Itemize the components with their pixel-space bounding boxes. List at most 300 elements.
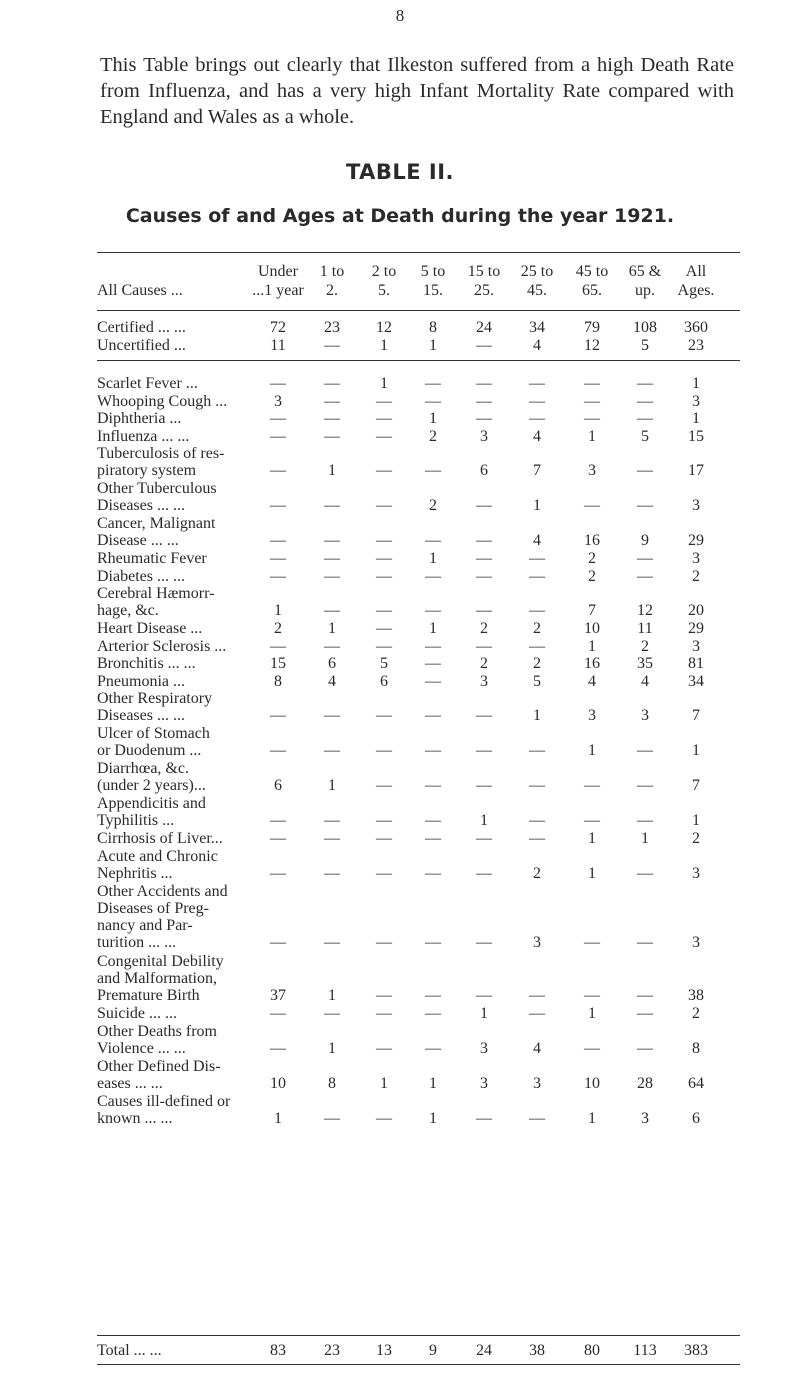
row-value: —	[376, 986, 392, 1004]
header-col-bottom: 2.	[326, 282, 338, 299]
row-value: —	[376, 620, 392, 637]
row-label: Rheumatic Fever	[97, 550, 207, 567]
header-col-bottom: up.	[635, 282, 655, 299]
row-value: 2	[480, 655, 488, 672]
row-value: 34	[688, 672, 704, 690]
row-value: —	[476, 986, 492, 1004]
row-value: 1	[692, 410, 700, 427]
row-value: —	[324, 410, 340, 427]
row-value: —	[270, 427, 286, 445]
row-value: —	[476, 602, 492, 619]
row-value: —	[324, 602, 340, 619]
row-value: —	[425, 864, 441, 882]
header-col-top: 15 to	[467, 263, 501, 280]
row-value: —	[637, 777, 653, 794]
row-value: —	[637, 392, 653, 410]
row-value: —	[324, 707, 340, 724]
table-row	[0, 953, 800, 1004]
row-value: 15	[688, 427, 704, 445]
row-value: 6	[692, 1109, 700, 1127]
row-value: —	[584, 933, 600, 951]
row-value: 1	[274, 1109, 282, 1127]
row-value: —	[270, 742, 286, 759]
row-value: —	[270, 497, 286, 514]
row-value: —	[425, 392, 441, 410]
header-col-bottom: 45.	[527, 282, 547, 299]
row-value: —	[324, 497, 340, 514]
row-value: —	[637, 742, 653, 759]
row-value: 1	[692, 742, 700, 759]
row-value: —	[476, 497, 492, 514]
row-value: 1	[480, 1005, 488, 1022]
table-row	[0, 725, 800, 759]
table-row	[0, 760, 800, 794]
row-value: 23	[324, 1342, 340, 1359]
row-value: —	[425, 1005, 441, 1022]
row-value: 1	[380, 337, 388, 354]
summary-rule	[97, 360, 740, 361]
row-label: Influenza ... ...	[97, 427, 190, 445]
intro-paragraph: This Table brings out clearly that Ilkeston suffered from a high Death Rate from Influenza, and has a very high Infant Mortality Rate compared with England and Wales as a whole.	[100, 54, 734, 128]
summary-row	[0, 319, 800, 336]
row-value: —	[584, 812, 600, 829]
row-value: —	[270, 532, 286, 549]
row-label: Cancer, Malignant Disease ... ...	[97, 515, 216, 549]
row-value: 3	[533, 1074, 541, 1092]
row-value: 1	[328, 1039, 336, 1057]
row-value: —	[425, 375, 441, 392]
row-value: —	[270, 933, 286, 951]
row-value: 8	[274, 672, 282, 690]
row-value: 3	[588, 707, 596, 724]
row-value: 4	[588, 672, 596, 690]
row-value: —	[324, 337, 340, 354]
row-label: Cirrhosis of Liver...	[97, 830, 223, 847]
table-row	[0, 550, 800, 567]
row-value: —	[270, 830, 286, 847]
row-value: —	[476, 742, 492, 759]
row-value: —	[376, 1109, 392, 1127]
row-label: Diarrhœa, &c. (under 2 years)...	[97, 760, 206, 794]
row-value: 4	[641, 672, 649, 690]
header-col-bottom: 25.	[474, 282, 494, 299]
row-value: 4	[533, 1039, 541, 1057]
row-value: —	[270, 707, 286, 724]
row-value: 9	[641, 532, 649, 549]
row-value: —	[529, 777, 545, 794]
row-label: Scarlet Fever ...	[97, 375, 198, 392]
header-col-top: 1 to	[319, 263, 345, 280]
table-row	[0, 585, 800, 619]
header-causes-label: All Causes ...	[97, 282, 183, 299]
row-value: —	[425, 655, 441, 672]
row-value: 2	[533, 620, 541, 637]
row-value: —	[376, 602, 392, 619]
row-value: —	[637, 864, 653, 882]
row-value: —	[324, 392, 340, 410]
row-value: 12	[637, 602, 653, 619]
row-value: 1	[380, 375, 388, 392]
row-value: 1	[588, 427, 596, 445]
row-value: —	[584, 392, 600, 410]
row-value: —	[529, 567, 545, 585]
row-value: —	[425, 777, 441, 794]
row-value: 10	[584, 620, 600, 637]
row-value: 2	[692, 567, 700, 585]
header-col-top: 25 to	[520, 263, 554, 280]
row-value: 1	[533, 497, 541, 514]
row-value: 23	[324, 319, 340, 336]
row-value: —	[425, 707, 441, 724]
row-value: 2	[274, 620, 282, 637]
row-value: —	[529, 812, 545, 829]
row-value: 4	[533, 337, 541, 354]
row-value: —	[376, 777, 392, 794]
table-row	[0, 848, 800, 882]
row-value: 3	[480, 1074, 488, 1092]
row-value: —	[425, 567, 441, 585]
header-col-top: 5 to	[420, 263, 446, 280]
row-label: Ulcer of Stomach or Duodenum ...	[97, 725, 210, 759]
header-col-top: All	[685, 263, 707, 280]
table-row	[0, 620, 800, 637]
row-value: 3	[692, 933, 700, 951]
header-col-bottom: Ages.	[677, 282, 715, 299]
row-value: —	[476, 532, 492, 549]
row-value: —	[376, 462, 392, 479]
row-value: 3	[480, 1039, 488, 1057]
table-row	[0, 1005, 800, 1022]
row-value: —	[376, 567, 392, 585]
row-label: Other Accidents and Diseases of Preg- nancy and Par- turition ... ...	[97, 882, 228, 951]
row-value: 6	[274, 777, 282, 794]
row-value: —	[529, 375, 545, 392]
row-value: 4	[533, 532, 541, 549]
row-value: —	[425, 462, 441, 479]
row-value: 16	[584, 532, 600, 549]
row-value: 24	[476, 1342, 492, 1359]
row-value: —	[476, 933, 492, 951]
row-value: —	[637, 933, 653, 951]
table-row	[0, 883, 800, 951]
row-value: —	[584, 986, 600, 1004]
row-value: 1	[328, 620, 336, 637]
row-value: —	[584, 375, 600, 392]
row-label: Acute and Chronic Nephritis ...	[97, 847, 218, 882]
row-value: —	[270, 1039, 286, 1057]
row-value: —	[637, 1005, 653, 1022]
row-label: Tuberculosis of res- piratory system	[97, 445, 225, 479]
row-value: 28	[637, 1074, 653, 1092]
row-value: —	[425, 1039, 441, 1057]
row-value: 29	[688, 532, 704, 549]
table-row	[0, 393, 800, 410]
row-value: 1	[429, 337, 437, 354]
row-value: —	[637, 986, 653, 1004]
table-row	[0, 673, 800, 690]
table-row	[0, 1093, 800, 1127]
table-title: TABLE II.	[345, 160, 455, 184]
row-value: 1	[328, 462, 336, 479]
row-value: 6	[380, 672, 388, 690]
row-value: —	[584, 410, 600, 427]
row-value: —	[324, 1109, 340, 1127]
row-value: —	[324, 742, 340, 759]
row-value: 1	[533, 707, 541, 724]
row-value: —	[425, 986, 441, 1004]
row-value: 3	[480, 427, 488, 445]
row-value: —	[270, 812, 286, 829]
row-value: —	[476, 864, 492, 882]
row-label: Total ... ...	[97, 1342, 162, 1359]
row-label: Heart Disease ...	[97, 620, 203, 637]
row-value: —	[476, 550, 492, 567]
row-label: Congenital Debility and Malformation, Premature Birth	[97, 952, 224, 1004]
row-value: 3	[692, 497, 700, 514]
row-value: —	[476, 337, 492, 354]
row-value: —	[637, 1039, 653, 1057]
row-value: —	[584, 497, 600, 514]
row-value: —	[376, 933, 392, 951]
row-value: 8	[328, 1074, 336, 1092]
row-value: 34	[529, 319, 545, 336]
row-value: 81	[688, 655, 704, 672]
table-row	[0, 1023, 800, 1057]
row-value: 13	[376, 1342, 392, 1359]
row-value: —	[270, 637, 286, 655]
row-value: —	[376, 864, 392, 882]
row-value: 1	[641, 830, 649, 847]
header-col-top: 65 &	[628, 263, 662, 280]
row-value: 4	[328, 672, 336, 690]
header-col-bottom: 65.	[582, 282, 602, 299]
row-value: 16	[584, 655, 600, 672]
row-value: 6	[328, 655, 336, 672]
summary-row	[0, 337, 800, 354]
row-value: —	[324, 637, 340, 655]
row-value: 10	[584, 1074, 600, 1092]
row-value: —	[376, 550, 392, 567]
row-value: 83	[270, 1342, 286, 1359]
row-value: 11	[637, 620, 653, 637]
row-value: —	[376, 637, 392, 655]
row-value: —	[376, 830, 392, 847]
row-label: Certified ... ...	[97, 319, 186, 336]
table-row	[0, 638, 800, 655]
row-value: 5	[641, 337, 649, 354]
row-value: —	[324, 427, 340, 445]
row-label: Uncertified ...	[97, 337, 186, 354]
header-col-bottom: 15.	[423, 282, 443, 299]
row-value: 3	[588, 462, 596, 479]
row-value: —	[270, 864, 286, 882]
row-value: 29	[688, 620, 704, 637]
row-value: 3	[533, 933, 541, 951]
row-value: 7	[588, 602, 596, 619]
row-value: 108	[633, 319, 657, 336]
row-value: 1	[429, 1074, 437, 1092]
row-value: 23	[688, 337, 704, 354]
row-value: 3	[692, 392, 700, 410]
row-value: —	[376, 410, 392, 427]
row-value: —	[324, 1005, 340, 1022]
row-label: Cerebral Hæmorr- hage, &c.	[97, 585, 215, 619]
row-value: 3	[641, 707, 649, 724]
header-col-top: 2 to	[371, 263, 397, 280]
row-value: —	[270, 1005, 286, 1022]
row-value: —	[270, 567, 286, 585]
row-value: —	[376, 392, 392, 410]
total-row-line	[0, 1342, 800, 1359]
row-value: —	[425, 602, 441, 619]
table-row	[0, 515, 800, 549]
row-value: 2	[429, 427, 437, 445]
row-value: 1	[588, 1005, 596, 1022]
header-col-bottom: 5.	[378, 282, 390, 299]
row-value: 15	[270, 655, 286, 672]
table-row	[0, 480, 800, 514]
row-value: 3	[480, 672, 488, 690]
row-value: —	[376, 497, 392, 514]
row-value: 3	[692, 637, 700, 655]
row-value: 10	[270, 1074, 286, 1092]
row-value: 2	[692, 1005, 700, 1022]
row-value: —	[270, 550, 286, 567]
row-value: —	[476, 392, 492, 410]
row-value: 1	[588, 742, 596, 759]
row-value: —	[637, 375, 653, 392]
table-row	[0, 690, 800, 724]
row-value: —	[529, 830, 545, 847]
row-value: 24	[476, 319, 492, 336]
row-value: 38	[529, 1342, 545, 1359]
row-value: 1	[429, 550, 437, 567]
row-value: —	[425, 637, 441, 655]
row-value: 5	[533, 672, 541, 690]
table-row	[0, 445, 800, 479]
row-value: —	[376, 707, 392, 724]
row-label: Suicide ... ...	[97, 1005, 177, 1022]
row-value: —	[376, 532, 392, 549]
row-value: —	[529, 1005, 545, 1022]
row-value: —	[324, 864, 340, 882]
row-value: —	[324, 567, 340, 585]
row-value: —	[584, 777, 600, 794]
row-value: —	[476, 830, 492, 847]
row-value: —	[476, 567, 492, 585]
row-value: —	[270, 410, 286, 427]
row-value: —	[324, 933, 340, 951]
row-value: 2	[641, 637, 649, 655]
row-value: —	[376, 1039, 392, 1057]
row-value: 3	[641, 1109, 649, 1127]
table-row	[0, 830, 800, 847]
row-value: —	[637, 550, 653, 567]
header-col-bottom: ...1 year	[252, 282, 304, 299]
row-value: 3	[692, 550, 700, 567]
row-value: 1	[429, 1109, 437, 1127]
row-value: 20	[688, 602, 704, 619]
row-label: Other Defined Dis- eases ... ...	[97, 1057, 221, 1092]
row-value: 17	[688, 462, 704, 479]
row-value: 1	[429, 410, 437, 427]
row-label: Whooping Cough ...	[97, 392, 228, 410]
row-value: —	[425, 742, 441, 759]
row-value: 80	[584, 1342, 600, 1359]
row-value: 383	[684, 1342, 708, 1359]
row-value: —	[324, 532, 340, 549]
row-value: 79	[584, 319, 600, 336]
row-value: 1	[588, 864, 596, 882]
row-value: —	[270, 375, 286, 392]
row-value: —	[425, 812, 441, 829]
row-value: —	[476, 410, 492, 427]
row-value: —	[324, 550, 340, 567]
row-value: 72	[270, 319, 286, 336]
row-value: —	[476, 707, 492, 724]
row-value: —	[425, 830, 441, 847]
row-value: 2	[588, 550, 596, 567]
row-value: 8	[692, 1039, 700, 1057]
row-label: Pneumonia ...	[97, 672, 185, 690]
row-value: 360	[684, 319, 708, 336]
row-value: —	[637, 812, 653, 829]
row-value: —	[376, 427, 392, 445]
table-row	[0, 375, 800, 392]
row-value: —	[637, 567, 653, 585]
table-top-rule	[97, 252, 740, 253]
row-label: Diphtheria ...	[97, 410, 182, 427]
row-value: 1	[480, 812, 488, 829]
row-value: 7	[533, 462, 541, 479]
row-label: Arterior Sclerosis ...	[97, 637, 227, 655]
row-label: Other Deaths from Violence ... ...	[97, 1022, 217, 1057]
row-value: —	[425, 532, 441, 549]
row-value: —	[376, 812, 392, 829]
row-value: —	[529, 742, 545, 759]
row-value: —	[476, 1109, 492, 1127]
row-value: 1	[588, 637, 596, 655]
row-value: 7	[692, 777, 700, 794]
row-value: 5	[641, 427, 649, 445]
row-value: —	[425, 672, 441, 690]
row-value: 1	[692, 375, 700, 392]
table-row	[0, 410, 800, 427]
row-value: —	[324, 830, 340, 847]
table-row	[0, 655, 800, 672]
row-value: —	[584, 1039, 600, 1057]
row-value: —	[529, 1109, 545, 1127]
row-value: —	[529, 986, 545, 1004]
row-value: 2	[480, 620, 488, 637]
row-value: 2	[692, 830, 700, 847]
row-value: —	[529, 410, 545, 427]
row-value: 5	[380, 655, 388, 672]
row-value: —	[270, 462, 286, 479]
row-value: 1	[588, 1109, 596, 1127]
row-value: 1	[328, 986, 336, 1004]
row-value: —	[476, 637, 492, 655]
table-row	[0, 1058, 800, 1092]
page-number: 8	[395, 6, 405, 25]
row-value: 3	[692, 864, 700, 882]
row-value: 12	[584, 337, 600, 354]
row-value: —	[376, 742, 392, 759]
row-value: 4	[533, 427, 541, 445]
row-value: —	[529, 392, 545, 410]
row-value: 1	[380, 1074, 388, 1092]
row-value: —	[425, 933, 441, 951]
